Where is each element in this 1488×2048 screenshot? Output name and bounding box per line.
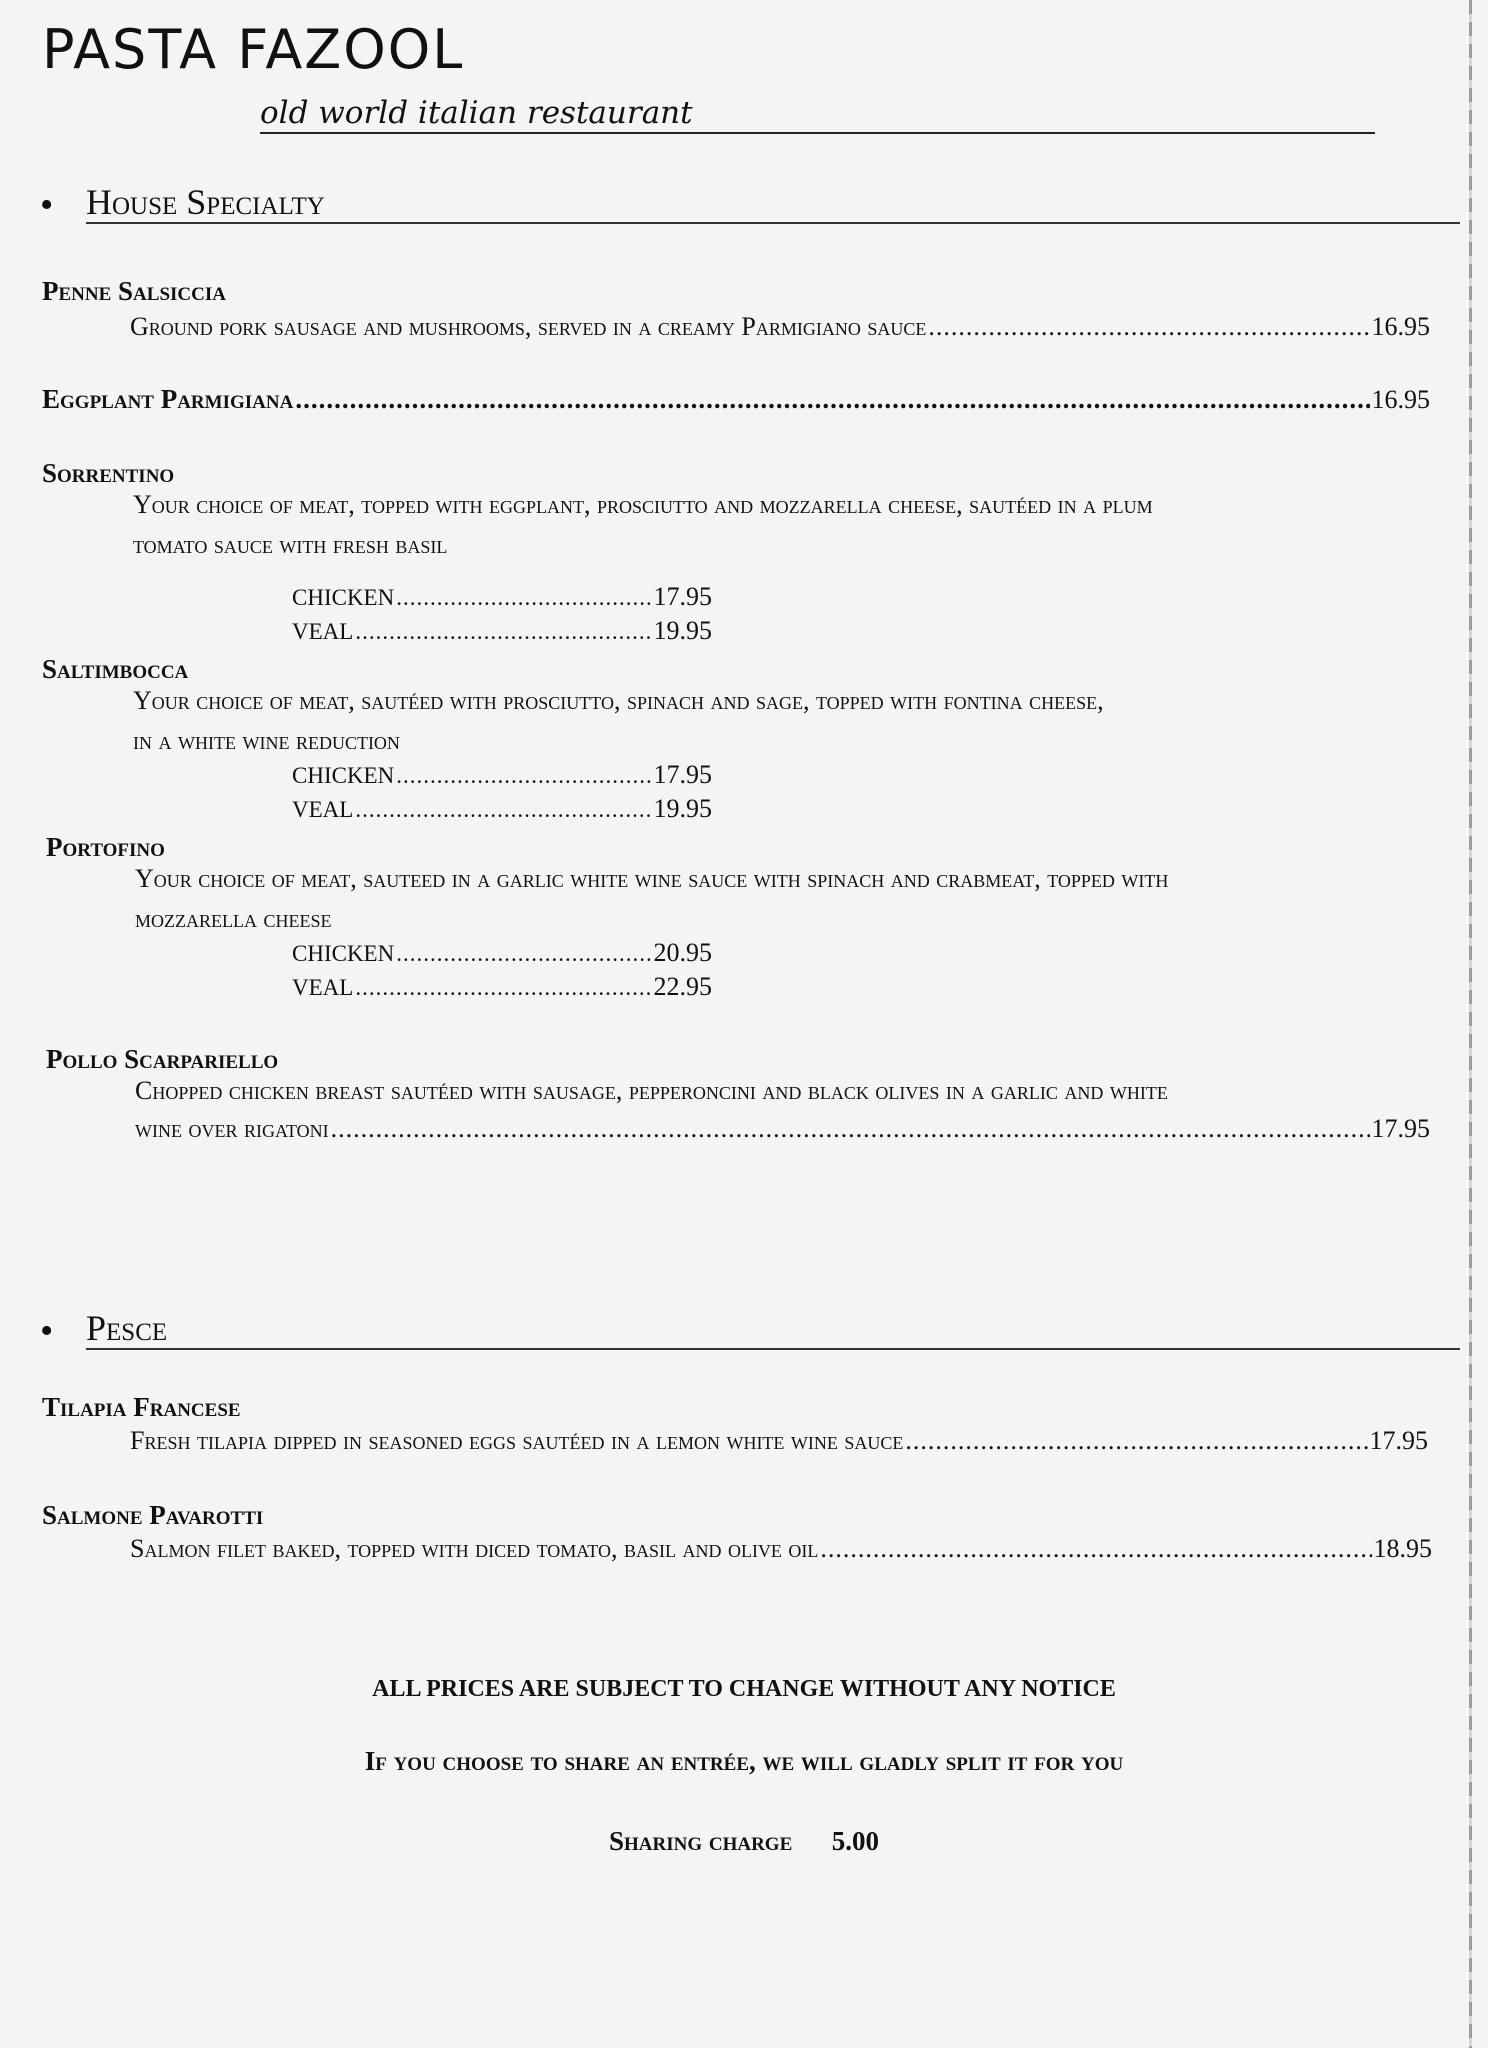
item-description-line: tomato sauce with fresh basil [133,530,448,559]
option-price: 22.95 [653,972,712,1001]
item-description-line: Chopped chicken breast sautéed with sausage, pepperoncini and black olives in a garlic and white [135,1076,1168,1105]
item-line-pollo-scarpariello [135,1114,1430,1144]
sharing-charge [0,1826,1488,1857]
option-price: 19.95 [653,794,712,823]
bullet-icon: • [40,1310,54,1352]
item-description-line: wine over rigatoni [135,1114,329,1143]
option-label: CHICKEN [292,585,395,610]
option-veal [292,794,712,824]
item-name-pollo-scarpariello: Pollo Scarpariello [46,1044,279,1074]
option-price: 20.95 [653,938,712,967]
option-price: 19.95 [653,616,712,645]
dot-leader [396,585,651,611]
item-description-line: in a white wine reduction [133,726,400,755]
dot-leader [820,1534,1371,1564]
item-description-line: Your choice of meat, sautéed with prosciutto, spinach and sage, topped with fontina cheese, [133,686,1104,715]
section-title: Pesce [86,1310,1460,1350]
section-pesce [40,1310,1460,1350]
item-description-line: mozzarella cheese [135,904,332,933]
share-notice: If you choose to share an entrée, we will gladly split it for you [364,1746,1124,1776]
sharing-charge-price: 5.00 [831,1826,880,1856]
dot-leader [355,619,651,645]
dot-leader [295,384,1369,415]
item-price: 18.95 [1373,1534,1432,1563]
item-name-sorrentino: Sorrentino [42,458,175,488]
item-price: 16.95 [1371,385,1430,414]
item-price: 17.95 [1371,1114,1430,1143]
option-label: CHICKEN [292,941,395,966]
item-line-eggplant-parmigiana [42,384,1430,415]
dot-leader [928,312,1369,342]
bullet-icon: • [40,184,54,226]
sharing-charge-label: Sharing charge [608,1826,793,1856]
dot-leader [355,975,651,1001]
dot-leader [331,1114,1370,1144]
option-chicken [292,582,712,612]
item-name-saltimbocca: Saltimbocca [42,654,189,684]
dot-leader [905,1426,1367,1456]
option-label: VEAL [292,975,354,1000]
item-line-salmone-pavarotti [130,1534,1432,1564]
option-label: VEAL [292,797,354,822]
option-price: 17.95 [653,760,712,789]
option-price: 17.95 [653,582,712,611]
option-veal [292,972,712,1002]
item-line-tilapia-francese [130,1426,1428,1456]
option-chicken [292,938,712,968]
dot-leader [355,797,651,823]
section-house-specialty [40,184,1460,224]
item-description: Fresh tilapia dipped in seasoned eggs sautéed in a lemon white wine sauce [130,1426,904,1455]
item-line-penne-salsiccia [130,312,1430,342]
option-label: VEAL [292,619,354,644]
item-description: Salmon filet baked, topped with diced tomato, basil and olive oil [130,1534,819,1563]
item-description-line: Your choice of meat, topped with eggplant, prosciutto and mozzarella cheese, sautéed in a plum [133,490,1153,519]
item-price: 17.95 [1369,1426,1428,1455]
option-chicken [292,760,712,790]
item-price: 16.95 [1371,312,1430,341]
price-notice: ALL PRICES ARE SUBJECT TO CHANGE WITHOUT ANY NOTICE [372,1676,1116,1702]
item-name-tilapia-francese: Tilapia Francese [42,1392,241,1422]
restaurant-name: PASTA FAZOOL [42,18,465,81]
dot-leader [396,763,651,789]
item-name-eggplant-parmigiana: Eggplant Parmigiana [42,384,294,414]
item-name-portofino: Portofino [46,832,165,862]
dot-leader [396,941,651,967]
restaurant-tagline: old world italian restaurant [260,96,1375,134]
option-label: CHICKEN [292,763,395,788]
option-veal [292,616,712,646]
item-description-line: Your choice of meat, sauteed in a garlic white wine sauce with spinach and crabmeat, topped with [135,864,1169,893]
section-title: House Specialty [86,184,1460,224]
item-name-salmone-pavarotti: Salmone Pavarotti [42,1500,264,1530]
item-name-penne-salsiccia: Penne Salsiccia [42,276,226,306]
item-description: Ground pork sausage and mushrooms, served in a creamy Parmigiano sauce [130,312,927,341]
